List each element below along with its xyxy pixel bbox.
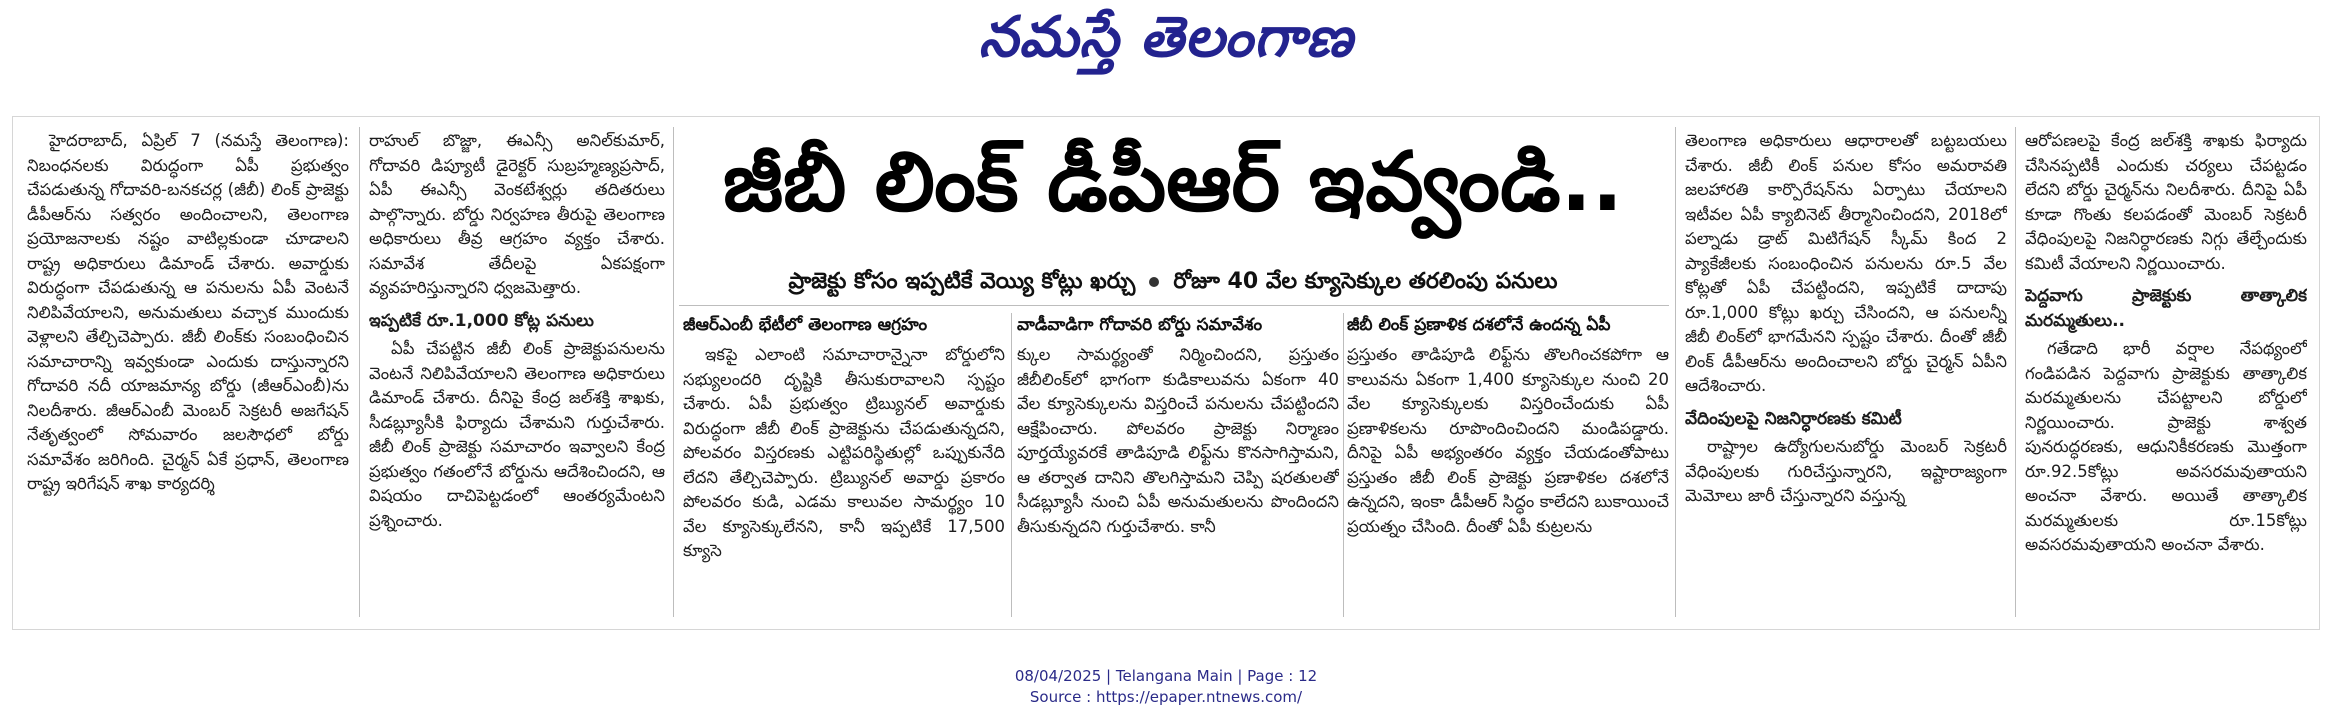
deck-left: ప్రాజెక్టు కోసం ఇప్పటికే వెయ్యి కోట్లు ఖర్చు — [788, 269, 1136, 294]
subheading-peddavagu: పెద్దవాగు ప్రాజెక్టుకు తాత్కాలిక మరమ్మతులు.. — [2025, 286, 2307, 331]
column-2-text: రాహుల్ బొజ్జా, ఈఎన్సీ అనిల్‌కుమార్, గోదావరి డిప్యూటీ డైరెక్టర్ సుబ్రహ్మణ్యప్రసాద్, ఏపీ ఈఎన్సీ వెంకటేశ్వర్లు తదితరులు పాల్గొన్నారు. బోర్డు నిర్వహణ తీరుపై తెలంగాణ అధికారులు తీవ్ర ఆగ్రహం వ్యక్తం చేశారు. సమావేశ తేదీలపై ఏకపక్షంగా వ్యవహరిస్తున్నారని ధ్వజమెత్తారు. — [369, 131, 665, 297]
kicker-3: జీబీ లింక్ ప్రణాళిక దశలోనే ఉందన్న ఏపీ — [1347, 315, 1611, 335]
column-7-text-b: గతేడాది భారీ వర్షాల నేపథ్యంలో గండిపడిన పెద్దవాగు ప్రాజెక్టుకు తాత్కాలిక మరమ్మతులను చేపట్టాలని బోర్డులో నిర్ణయించారు. ప్రాజెక్టు శాశ్వత పునరుద్ధరణకు, ఆధునికీకరణకు మొత్తంగా రూ.92.5కోట్లు అవసరమవుతాయని అంచనా వేశారు. అయితే తాత్కాలిక మరమ్మతులకు రూ.15కోట్లు అవసరమవుతాయని అంచనా వేశారు. — [2025, 339, 2307, 554]
article-column-2 — [369, 129, 665, 619]
kicker-1: జీఆర్ఎంబీ భేటీలో తెలంగాణ ఆగ్రహం — [683, 315, 928, 335]
deck-divider — [679, 305, 1669, 306]
article-column-3 — [683, 343, 1005, 617]
column-4-text: క్కుల సామర్థ్యంతో నిర్మించిందని, ప్రస్తుతం జీబీలింక్‌లో భాగంగా కుడికాలువను ఏకంగా 40 వేల క్యూసెక్కులను విస్తరించే పనులను చేపట్టిందని ఆక్షేపించారు. పోలవరం ప్రాజెక్టు నిర్మాణం పూర్తయ్యేవరకే తాడిపూడి లిఫ్ట్‌ను కొనసాగిస్తామని, ఆ తర్వాత దానిని తొలగిస్తామని చెప్పి షరతులతో సీడబ్ల్యూసీ నుంచి ఏపీ అనుమతులను పొందిందని తీసుకున్నదని గుర్తుచేశారు. కానీ — [1017, 345, 1339, 536]
column-3-text: ఇకపై ఎలాంటి సమాచారాన్నైనా బోర్డులోని సభ్యులందరి దృష్టికి తీసుకురావాలని స్పష్టం చేశారు. ఏపీ ప్రభుత్వం ట్రిబ్యునల్ అవార్డుకు విరుద్ధంగా జీబీ లింక్ ప్రాజెక్టును చేపడుతున్నదని, పోలవరం విస్తరణకు ఎట్టిపరిస్థితుల్లో ఒప్పుకునేది లేదని తేల్చిచెప్పారు. ట్రిబ్యునల్ అవార్డు ప్రకారం పోలవరం కుడి, ఎడమ కాలువల సామర్థ్యం 10 వేల క్యూసెక్కులేనని, కానీ ఇప్పటికే 17,500 క్యూసె — [683, 345, 1005, 560]
column-divider — [359, 127, 360, 617]
article-column-7 — [2025, 129, 2307, 619]
column-divider — [1343, 313, 1344, 617]
subheading-harassment-committee: వేదింపులపై నిజనిర్ధారణకు కమిటీ — [1685, 408, 1902, 429]
column-5-text: ప్రస్తుతం తాడిపూడి లిఫ్ట్‌ను తొలగించకపోగా ఆ కాలువను ఏకంగా 1,400 క్యూసెక్కుల నుంచి 20 వేల క్యూసెక్కులకు విస్తరించేందుకు ఏపీ ప్రణాళికలను రూపొందించిందని మండిపడ్డారు. దీనిపై ఏపీ అభ్యంతరం వ్యక్తం చేయడంతోపాటు ప్రస్తుతం జీబీ లింక్ ప్రాజెక్టు ప్రణాళికల దశలోనే ఉన్నదని, ఇంకా డీపీఆర్ సిద్ధం కాలేదని బుకాయించే ప్రయత్నం చేసింది. దీంతో ఏపీ కుట్రలను — [1347, 345, 1669, 536]
bullet-icon — [1149, 277, 1159, 287]
column-1-text: హైదరాబాద్, ఏప్రిల్ 7 (నమస్తే తెలంగాణ): నిబంధనలకు విరుద్ధంగా ఏపీ ప్రభుత్వం చేపడుతున్న గోదావరి-బనకచర్ల (జీబీ) లింక్ ప్రాజెక్టు డీపీఆర్‌ను సత్వరం అందించాలని, తెలంగాణ ప్రయోజనాలకు నష్టం వాటిల్లకుండా చూడాలని రాష్ట్ర అధికారులు డిమాండ్ చేశారు. అవార్డుకు విరుద్ధంగా చేపడుతున్న ఆ పనులను ఏపీ వెంటనే నిలిపివేయాలని, అనుమతులు వచ్చాక ముందుకు వెళ్లాలని తేల్చిచెప్పారు. జీబీ లింక్‌కు సంబంధించిన సమాచారాన్ని ఇవ్వకుండా ఎందుకు దాస్తున్నారని గోదావరి నదీ యాజమాన్య బోర్డు (జీఆర్ఎంబీ)ను నిలదీశారు. జీఆర్ఎంబీ మెంబర్ సెక్రటరీ అజగేషన్ నేతృత్వంలో సోమవారం జలసౌధలో బోర్డు సమావేశం జరిగింది. చైర్మన్ ఏకే ప్రధాన్, తెలంగాణ రాష్ట్ర ఇరిగేషన్ శాఖ కార్యదర్శి — [27, 131, 349, 493]
headline: జీబీ లింక్ డీపీఆర్ ఇవ్వండి.. — [723, 135, 1623, 230]
article-column-6 — [1685, 129, 2007, 619]
article-column-4 — [1017, 343, 1339, 617]
article-column-1 — [27, 129, 349, 619]
column-divider — [2015, 127, 2016, 617]
subheading-1000-crore: ఇప్పటికే రూ.1,000 కోట్ల పనులు — [369, 310, 594, 331]
footer-source: Source : https://epaper.ntnews.com/ — [1029, 688, 1303, 706]
kicker-2: వాడీవాడిగా గోదావరి బోర్డు సమావేశం — [1017, 315, 1263, 335]
article-column-5 — [1347, 343, 1669, 617]
column-6-text: తెలంగాణ అధికారులు ఆధారాలతో బట్టబయలు చేశారు. జీబీ లింక్ పనుల కోసం అమరావతి జలహారతి కార్పొరేషన్‌ను ఏర్పాటు చేయాలని ఇటీవల ఏపీ క్యాబినెట్ తీర్మానించిందని, 2018లో పల్నాడు డ్రాట్ మిటిగేషన్ స్కీమ్ కింద 2 ప్యాకేజీలకు సంబంధించిన పనులను రూ.5 వేల కోట్లతో ఏపీ చేపట్టిందని, ఇప్పటికే దాదాపు రూ.1,000 కోట్లు ఖర్చు చేసిందని, ఆ పనులన్నీ జీబీ లింక్‌లో భాగమేనని స్పష్టం చేశారు. దీంతో జీబీ లింక్ డీపీఆర్‌ను అందించాలని బోర్డు చైర్మన్ ఏపీని ఆదేశించారు. — [1685, 131, 2007, 395]
footer — [0, 666, 2332, 708]
deck — [673, 267, 1673, 297]
column-6-text-b: రాష్ట్రాల ఉద్యోగులనుబోర్డు మెంబర్ సెక్రటరీ వేధింపులకు గురిచేస్తున్నారని, ఇష్టారాజ్యంగా మెమోలు జారీ చేస్తున్నారని వస్తున్న — [1685, 437, 2007, 505]
masthead — [0, 6, 2332, 82]
footer-date-page: 08/04/2025 | Telangana Main | Page : 12 — [1014, 667, 1318, 685]
deck-right: రోజూ 40 వేల క్యూసెక్కుల తరలింపు పనులు — [1173, 269, 1558, 294]
column-divider — [1675, 127, 1676, 617]
column-2-text-b: ఏపీ చేపట్టిన జీబీ లింక్ ప్రాజెక్టుపనులను వెంటనే నిలిపివేయాలని తెలంగాణ అధికారులు డిమాండ్ చేశారు. దీనిపై కేంద్ర జల్‌శక్తి శాఖకు, సీడబ్ల్యూసీకి ఫిర్యాదు చేశామని గుర్తుచేశారు. జీబీ లింక్ ప్రాజెక్టు సమాచారం ఇవ్వాలని కేంద్ర ప్రభుత్వం గతంలోనే బోర్డును ఆదేశించిందని, ఆ విషయం దాచిపెట్టడంలో ఆంతర్యమేంటని ప్రశ్నించారు. — [369, 339, 665, 530]
newspaper-title: నమస్తే తెలంగాణ — [978, 4, 1354, 70]
column-7-text: ఆరోపణలపై కేంద్ర జల్‌శక్తి శాఖకు ఫిర్యాదు చేసినప్పటికీ ఎందుకు చర్యలు చేపట్టడం లేదని బోర్డు చైర్మన్‌ను నిలదీశారు. దీనిపై ఏపీ కూడా గొంతు కలపడంతో మెంబర్ సెక్రటరీ వేధింపులపై నిజనిర్ధారణకు నిగ్గు తేల్చేందుకు కమిటీ వేయాలని నిర్ణయించారు. — [2025, 131, 2307, 273]
article-clip — [12, 116, 2320, 630]
column-divider — [1011, 313, 1012, 617]
